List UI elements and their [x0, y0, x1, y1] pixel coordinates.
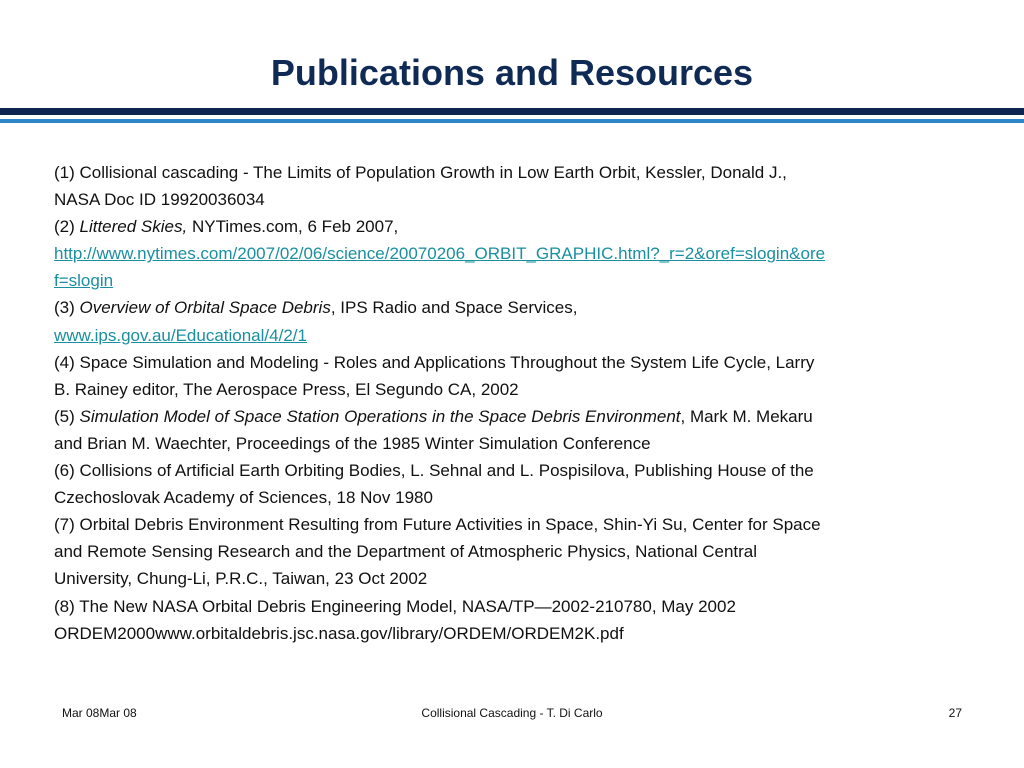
reference-text: (2) [54, 217, 80, 237]
reference-line [54, 457, 964, 484]
reference-text: (6) Collisions of Artificial Earth Orbiting Bodies, L. Sehnal and L. Pospisilova, Publishing House of the [54, 461, 814, 481]
reference-link[interactable]: http://www.nytimes.com/2007/02/06/science/20070206_ORBIT_GRAPHIC.html?_r=2&oref=slogin&ore [54, 244, 826, 264]
reference-text: , IPS Radio and Space Services, [330, 298, 578, 318]
reference-line [54, 538, 964, 565]
reference-line [54, 484, 964, 511]
reference-line [54, 294, 964, 321]
footer-title: Collisional Cascading - T. Di Carlo [421, 706, 603, 720]
reference-text: B. Rainey editor, The Aerospace Press, El Segundo CA, 2002 [54, 379, 519, 399]
reference-title-italic: Simulation Model of Space Station Operations in the Space Debris Environment [79, 406, 681, 426]
reference-text: (5) [54, 406, 80, 426]
reference-text: and Remote Sensing Research and the Department of Atmospheric Physics, National Central [54, 542, 758, 562]
reference-link[interactable]: f=slogin [54, 271, 114, 291]
reference-line [54, 565, 964, 592]
reference-line [54, 430, 964, 457]
reference-text: Czechoslovak Academy of Sciences, 18 Nov 1980 [54, 488, 433, 508]
reference-text: (4) Space Simulation and Modeling - Roles and Applications Throughout the System Life Cycle, Larry [54, 352, 815, 372]
reference-text: NYTimes.com, 6 Feb 2007, [187, 217, 399, 237]
reference-text: ORDEM2000www.orbitaldebris.jsc.nasa.gov/library/ORDEM/ORDEM2K.pdf [54, 623, 624, 643]
title-divider-thin [0, 119, 1024, 123]
reference-link[interactable]: www.ips.gov.au/Educational/4/2/1 [54, 325, 307, 345]
reference-text: (8) The New NASA Orbital Debris Engineering Model, NASA/TP—2002-210780, May 2002 [54, 596, 736, 616]
reference-line [54, 511, 964, 538]
reference-line [54, 376, 964, 403]
reference-line [54, 322, 964, 349]
reference-line [54, 620, 964, 647]
slide-title: Publications and Resources [270, 52, 754, 93]
reference-text: and Brian M. Waechter, Proceedings of the 1985 Winter Simulation Conference [54, 433, 651, 453]
reference-text: (3) [54, 298, 80, 318]
reference-text: (1) Collisional cascading - The Limits of Population Growth in Low Earth Orbit, Kessler, Donald J., [54, 163, 787, 182]
reference-text: NASA Doc ID 19920036034 [54, 190, 265, 210]
reference-line [54, 240, 964, 267]
reference-text: (7) Orbital Debris Environment Resulting from Future Activities in Space, Shin-Yi Su, Center for Space [54, 515, 821, 535]
reference-title-italic: Littered Skies, [79, 217, 188, 237]
reference-list [54, 159, 964, 647]
reference-line [54, 403, 964, 430]
page-number: 27 [948, 706, 962, 720]
reference-title-italic: Overview of Orbital Space Debris [79, 298, 331, 318]
reference-line [54, 213, 964, 240]
reference-text: University, Chung-Li, P.R.C., Taiwan, 23 Oct 2002 [54, 569, 428, 589]
reference-line [54, 186, 964, 213]
reference-line [54, 593, 964, 620]
reference-line [54, 267, 964, 294]
reference-line [54, 349, 964, 376]
footer-date: Mar 08Mar 08 [62, 706, 137, 720]
title-divider-thick [0, 108, 1024, 115]
reference-line [54, 159, 964, 186]
reference-text: , Mark M. Mekaru [680, 406, 813, 426]
